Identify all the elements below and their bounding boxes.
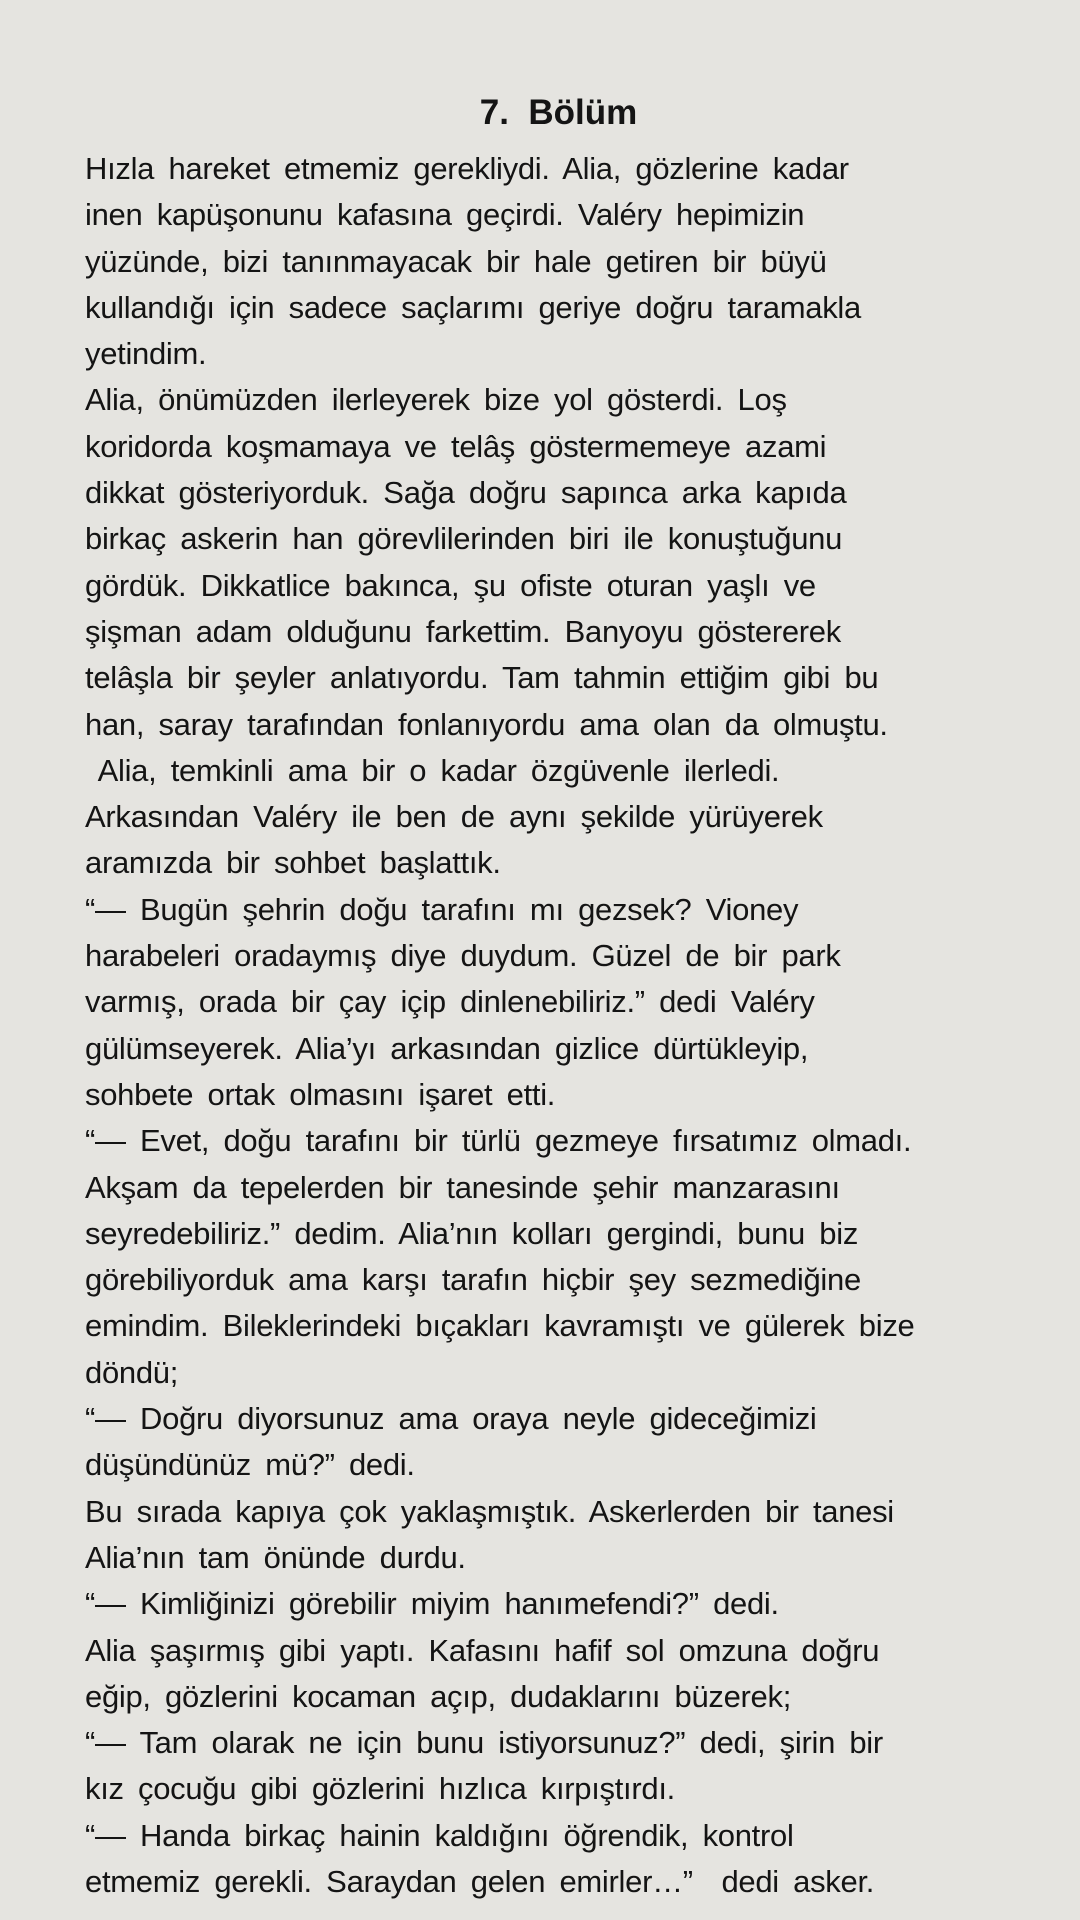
text-line: Alia’nın tam önünde durdu. — [85, 1539, 466, 1575]
text-line: “— Bugün şehrin doğu tarafını mı gezsek? Vioney — [85, 891, 799, 927]
text-line: harabeleri oradaymış diye duydum. Güzel de bir park — [85, 938, 841, 974]
text-line: Bu sırada kapıya çok yaklaşmıştık. Askerlerden bir tanesi — [85, 1493, 894, 1529]
text-line: inen kapüşonunu kafasına geçirdi. Valéry hepimizin — [85, 197, 805, 233]
text-line: aramızda bir sohbet başlattık. — [85, 845, 501, 881]
text-line: eğip, gözlerini kocaman açıp, dudaklarını büzerek; — [85, 1678, 792, 1714]
text-line: “— Kimliğinizi görebilir miyim hanımefendi?” dedi. — [85, 1586, 779, 1622]
text-line: emindim. Bileklerindeki bıçakları kavramıştı ve gülerek bize — [85, 1308, 915, 1344]
text-line: “— Evet, doğu tarafını bir türlü gezmeye fırsatımız olmadı. — [85, 1123, 912, 1159]
text-line: gördük. Dikkatlice bakınca, şu ofiste oturan yaşlı ve — [85, 567, 816, 603]
text-line: telâşla bir şeyler anlatıyordu. Tam tahmin ettiğim gibi bu — [85, 660, 879, 696]
text-line: seyredebiliriz.” dedim. Alia’nın kolları gergindi, bunu biz — [85, 1215, 859, 1251]
text-line: şişman adam olduğunu farkettim. Banyoyu göstererek — [85, 613, 841, 649]
text-line: kullandığı için sadece saçlarımı geriye doğru taramakla — [85, 289, 861, 325]
text-line: döndü; — [85, 1354, 179, 1390]
text-line: düşündünüz mü?” dedi. — [85, 1447, 415, 1483]
text-line: Alia şaşırmış gibi yaptı. Kafasını hafif sol omzuna doğru — [85, 1632, 880, 1668]
text-line: “— Tam olarak ne için bunu istiyorsunuz?” dedi, şirin bir — [85, 1725, 883, 1761]
text-line: yüzünde, bizi tanınmayacak bir hale getiren bir büyü — [85, 243, 827, 279]
text-line: Hızla hareket etmemiz gerekliydi. Alia, gözlerine kadar — [85, 151, 849, 186]
text-line: yetindim. — [85, 336, 207, 372]
text-line: “— Handa birkaç hainin kaldığını öğrendik, kontrol — [85, 1817, 794, 1853]
text-line: birkaç askerin han görevlilerinden biri ile konuştuğunu — [85, 521, 843, 557]
text-line: kız çocuğu gibi gözlerini hızlıca kırpıştırdı. — [85, 1771, 675, 1807]
text-line: han, saray tarafından fonlanıyordu ama olan da olmuştu. — [85, 706, 888, 742]
text-line: görebiliyorduk ama karşı tarafın hiçbir şey sezmediğine — [85, 1262, 861, 1298]
text-line: “— Doğru diyorsunuz ama oraya neyle gideceğimizi — [85, 1401, 817, 1437]
text-line: gülümseyerek. Alia’yı arkasından gizlice dürtükleyip, — [85, 1030, 809, 1066]
text-line: varmış, orada bir çay içip dinlenebiliriz.” dedi Valéry — [85, 984, 815, 1020]
text-line: Alia, önümüzden ilerleyerek bize yol gösterdi. Loş — [85, 382, 787, 418]
page-text — [85, 146, 1032, 1905]
text-line: Arkasından Valéry ile ben de aynı şekilde yürüyerek — [85, 799, 823, 835]
text-line: Alia, temkinli ama bir o kadar özgüvenle ilerledi. — [85, 752, 780, 788]
text-line: koridorda koşmamaya ve telâş göstermemeye azami — [85, 428, 827, 464]
text-line: etmemiz gerekli. Saraydan gelen emirler…” dedi asker. — [85, 1863, 875, 1899]
chapter-title: 7. Bölüm — [479, 93, 638, 132]
text-line: Akşam da tepelerden bir tanesinde şehir manzarasını — [85, 1169, 840, 1205]
text-line: dikkat gösteriyorduk. Sağa doğru sapınca arka kapıda — [85, 475, 847, 511]
text-line: sohbete ortak olmasını işaret etti. — [85, 1076, 556, 1112]
